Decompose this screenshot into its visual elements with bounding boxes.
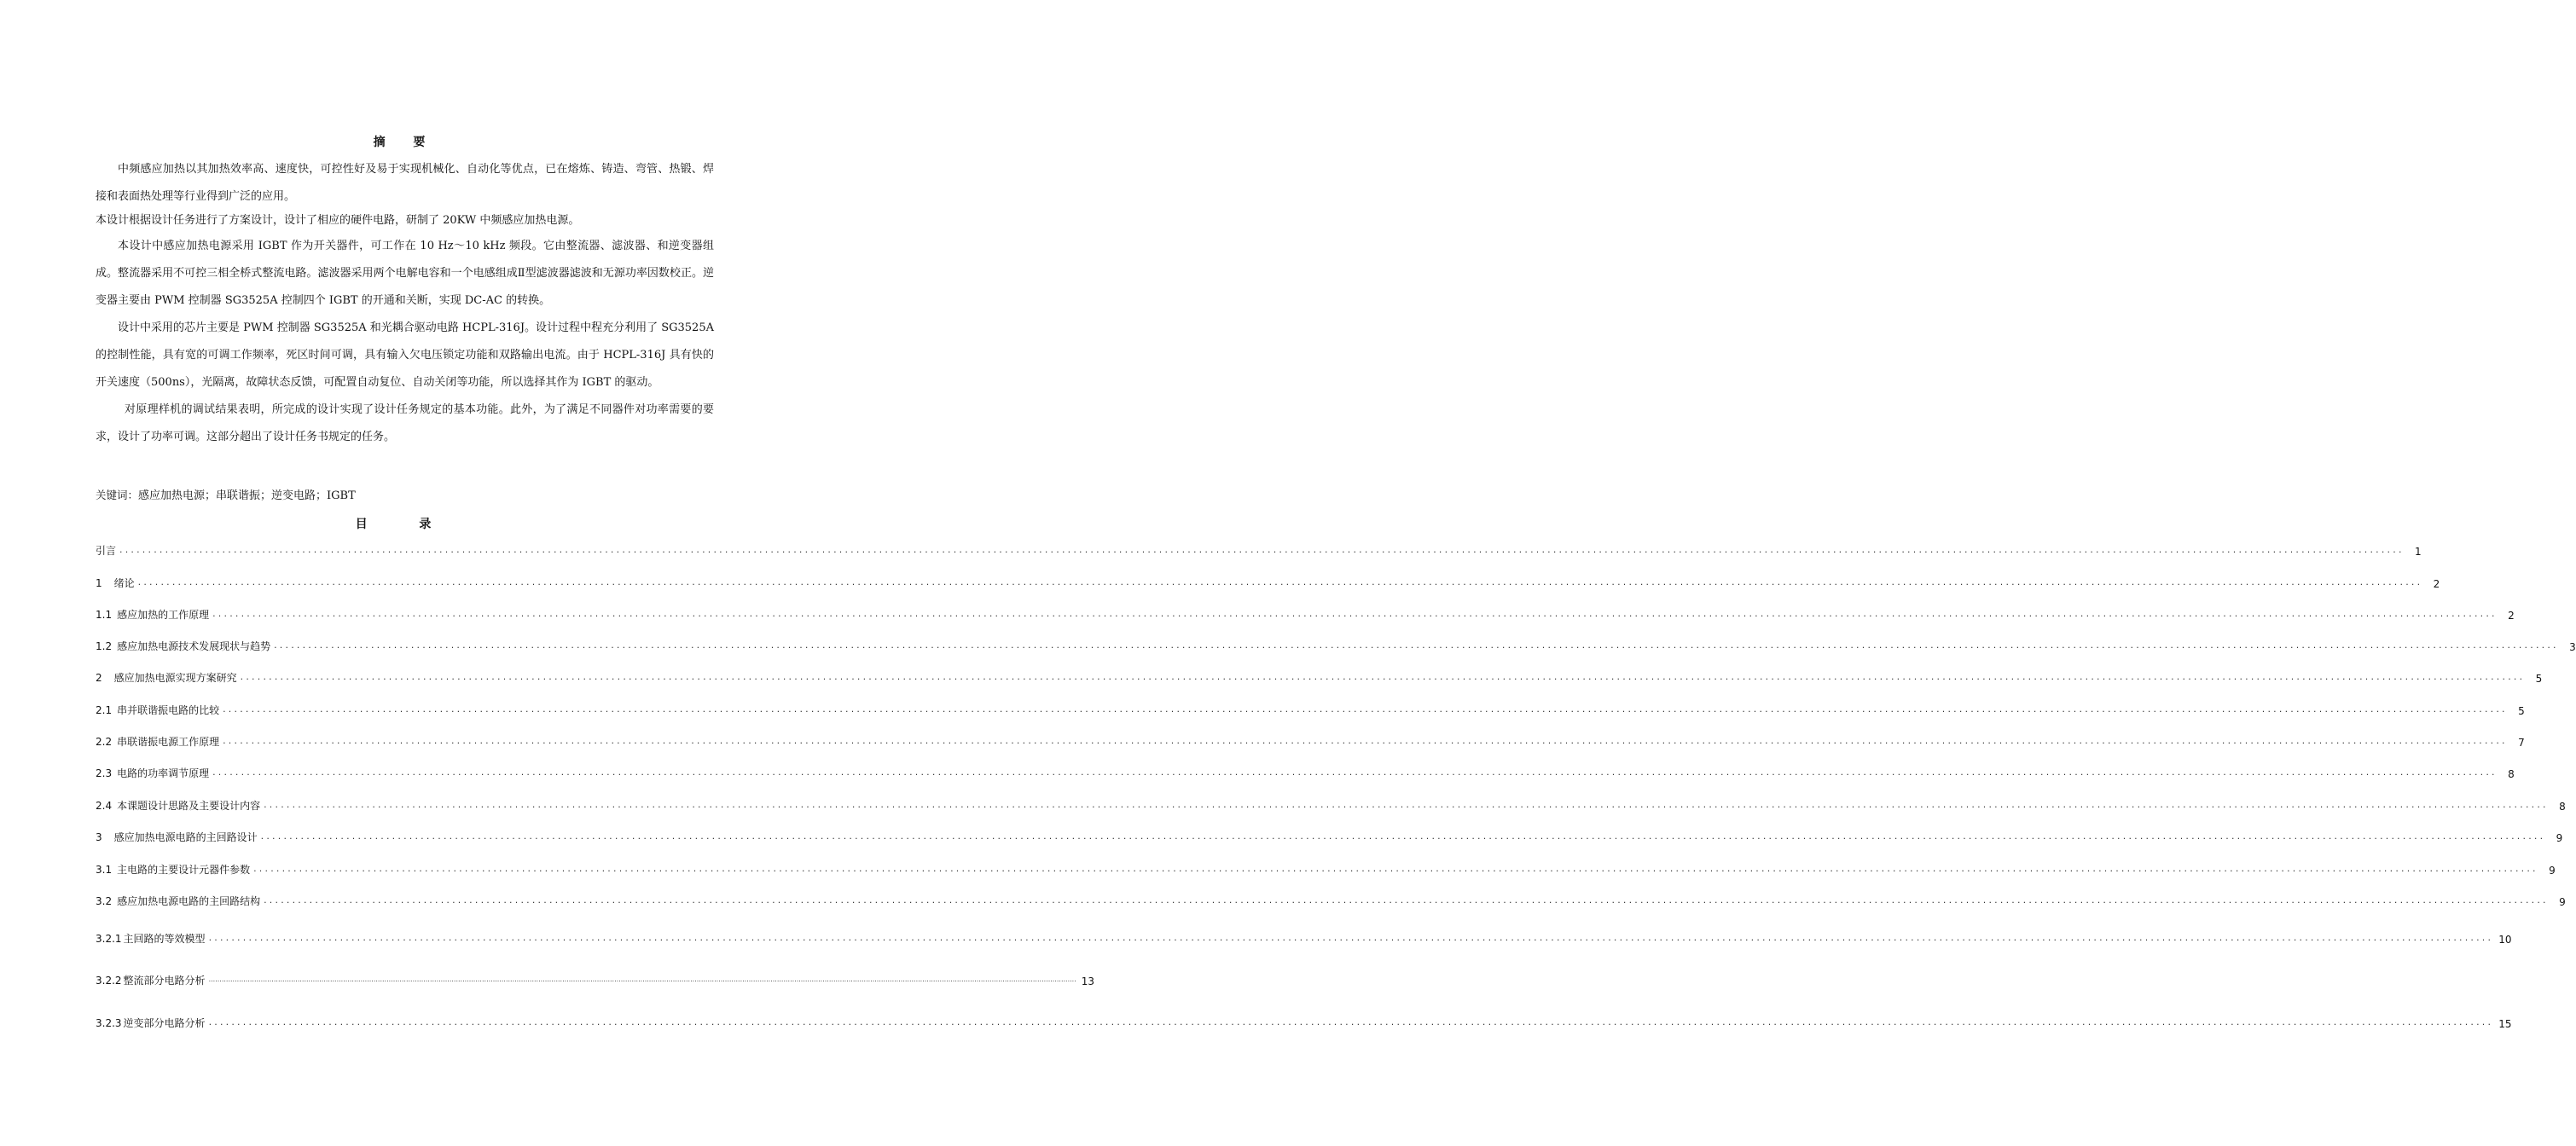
toc-entry-page: 2: [2433, 578, 2440, 590]
toc-entry-page: 5: [2535, 673, 2543, 685]
toc-entry[interactable]: [96, 603, 2515, 622]
abstract-title: 摘 要: [373, 136, 438, 149]
toc-entry[interactable]: [96, 889, 2566, 908]
toc-entry-number: 3.2.1: [96, 933, 122, 945]
toc-entry[interactable]: [96, 634, 2576, 653]
toc-leader-dots: ................................................................................................................................................................................................................................................................................................................................................................................................................: [212, 608, 2498, 619]
toc-entry-label: 主电路的主要设计元器件参数: [117, 864, 251, 876]
toc-entry-page: 8: [2508, 768, 2515, 780]
abstract-paragraph-4: 设计中采用的芯片主要是 PWM 控制器 SG3525A 和光耦合驱动电路 HCPL-316J。设计过程中程充分利用了 SG3525A 的控制性能，具有宽的可调工作频率，死区时间可调，具有输入欠电压锁定功能和双路输出电流。由于 HCPL-316J 具有快的开关速度（500ns），光隔离，故障状态反馈，可配置自动复位、自动关闭等功能，所以选择其作为 IGBT 的驱动。: [96, 321, 714, 389]
toc-entry-page: 9: [2559, 896, 2566, 908]
toc-entry-number: 1.1: [96, 609, 113, 621]
toc-title: 目 录: [355, 518, 455, 531]
toc-entry-number: 3.2.3: [96, 1017, 122, 1029]
toc-entry[interactable]: [96, 969, 1095, 987]
toc-entry-number: 2.4: [96, 800, 113, 812]
keywords-label: 关键词：: [96, 489, 139, 501]
toc-leader-dots: ................................................................................................................................................................................................................................................................................................................................................................................................................: [137, 576, 2423, 587]
toc-leader-dots: ................................................................................................................................................................................................................................................................................................................................................................................................................: [260, 831, 2546, 842]
toc-entry[interactable]: [96, 858, 2556, 877]
toc-entry-page: 15: [2498, 1018, 2512, 1030]
toc-leader-dots: ................................................................................................................................................................................................................................................................................................................................................................................................................: [223, 703, 2508, 715]
toc-entry-label: 逆变部分电路分析: [123, 1017, 206, 1029]
abstract-paragraph-1: 中频感应加热以其加热效率高、速度快，可控性好及易于实现机械化、自动化等优点，已在熔炼、铸造、弯管、热锻、焊接和表面热处理等行业得到广泛的应用。: [96, 163, 714, 203]
toc-entry[interactable]: [96, 927, 2512, 946]
toc-leader-dots: ................................................................................................................................................................................................................................................................................................................................................................................................................: [264, 894, 2549, 906]
toc-entry-title: [96, 830, 261, 844]
toc-entry-number: 3: [96, 831, 102, 843]
toc-entry-label: 整流部分电路分析: [123, 975, 206, 987]
toc-entry[interactable]: [96, 730, 2525, 749]
toc-entry-number: 2: [96, 672, 102, 684]
toc-entry-label: 串联谐振电源工作原理: [117, 736, 220, 748]
toc-entry-number: 3.2.2: [96, 975, 122, 987]
toc-entry-title: [96, 639, 274, 653]
toc-entry-title: [96, 894, 264, 908]
toc-leader-dots: ................................................................................................................................................................................................................................................................................................................................................................................................................: [208, 1016, 2494, 1027]
toc-entry-page: 8: [2559, 801, 2566, 813]
toc-entry-page: 9: [2556, 832, 2563, 844]
toc-entry-label: 串并联谐振电路的比较: [117, 704, 220, 716]
toc-entry[interactable]: [96, 571, 2440, 590]
toc-entry-page: 2: [2508, 610, 2515, 622]
toc-entry-title: [96, 1016, 209, 1030]
toc-entry-page: 13: [1081, 975, 1095, 987]
toc-entry-title: [96, 703, 223, 717]
toc-entry-title: [96, 798, 264, 813]
toc-entry-page: 1: [2415, 546, 2422, 558]
toc-leader-dots: ................................................................................................................................................................................................................................................................................................................................................................................................................: [274, 640, 2559, 651]
toc-entry-number: 1: [96, 577, 102, 589]
toc-entry-title: [96, 931, 209, 946]
toc-entry[interactable]: [96, 761, 2515, 780]
abstract-body: [96, 156, 714, 451]
toc-entry-label: 电路的功率调节原理: [117, 767, 210, 779]
toc-entry-title: [96, 576, 138, 590]
toc-entry-label: 感应加热电源电路的主回路结构: [117, 895, 261, 907]
keywords-text: 感应加热电源；串联谐振；逆变电路；IGBT: [138, 489, 356, 502]
toc-entry-number: 2.2: [96, 736, 113, 748]
toc-entry-title: [96, 973, 209, 987]
toc-leader-dots: ................................................................................................................................................................................................................................................................................................................................................................................................................: [240, 671, 2526, 682]
toc-entry-title: [96, 670, 241, 685]
toc-leader-dots: ................................................................................................................................................................................................................................................................................................................................................................................................................: [223, 735, 2508, 746]
toc-entry-page: 3: [2569, 641, 2576, 653]
toc-entry-number: 2.3: [96, 767, 113, 779]
toc-entry-number: 2.1: [96, 704, 113, 716]
toc-entry-label: 感应加热的工作原理: [117, 609, 210, 621]
abstract-paragraph-3: 本设计中感应加热电源采用 IGBT 作为开关器件，可工作在 10 Hz～10 kHz 频段。它由整流器、滤波器、和逆变器组成。整流器采用不可控三相全桥式整流电路。滤波器采用两个电解电容和一个电感组成Ⅱ型滤波器滤波和无源功率因数校正。逆变器主要由 PWM 控制器 SG3525A 控制四个 IGBT 的开通和关断，实现 DC-AC 的转换。: [96, 240, 714, 307]
toc-entry-title: [96, 862, 253, 877]
toc-entry-label: 感应加热电源技术发展现状与趋势: [117, 640, 271, 652]
toc-entry-label: 感应加热电源电路的主回路设计: [113, 831, 258, 843]
toc-entry-label: 引言: [96, 545, 117, 557]
toc-entry-page: 5: [2518, 705, 2525, 717]
toc-entry-title: [96, 543, 119, 558]
toc-entry-title: [96, 734, 223, 749]
toc-entry[interactable]: [96, 666, 2543, 685]
toc-leader-dots: ................................................................................................................................................................................................................................................................................................................................................................................................................: [119, 544, 2405, 555]
toc-leader-dots: ................................................................................................................................................................................................................................................................................................................................................................................................................: [264, 799, 2549, 810]
toc-entry-page: 10: [2498, 934, 2512, 946]
toc-entry-label: 本课题设计思路及主要设计内容: [117, 800, 261, 812]
toc-entry-label: 绪论: [113, 577, 135, 589]
keywords-line: [96, 484, 714, 507]
toc-entry-label: 感应加热电源实现方案研究: [113, 672, 237, 684]
toc-entry[interactable]: [96, 698, 2525, 717]
toc-entry-title: [96, 607, 212, 622]
toc-entry-number: 3.1: [96, 864, 113, 876]
toc-leader-dots: ................................................................................................................................................................................................................................................................................................................................................................................................................: [208, 932, 2494, 943]
toc-entry[interactable]: [96, 825, 2563, 844]
toc-leader-dots: ................................................................................................................................................................................................................................................................................................................................................................................................................: [253, 863, 2538, 874]
toc-entry[interactable]: [96, 539, 2422, 558]
toc-entry-title: [96, 766, 212, 780]
toc-entry[interactable]: [96, 1011, 2512, 1030]
toc-entry-page: 9: [2549, 865, 2556, 877]
toc-entry-number: 1.2: [96, 640, 113, 652]
abstract-paragraph-2: 本设计根据设计任务进行了方案设计，设计了相应的硬件电路，研制了 20KW 中频感应加热电源。: [96, 214, 580, 227]
toc-leader-dots: ................................................................................................................................................................................................................................................................................................................................................................................................................: [212, 767, 2498, 778]
toc-entry-number: 3.2: [96, 895, 113, 907]
toc-entry-page: 7: [2518, 737, 2525, 749]
abstract-paragraph-5: 对原理样机的调试结果表明，所完成的设计实现了设计任务规定的基本功能。此外，为了满足不同器件对功率需要的要求，设计了功率可调。这部分超出了设计任务书规定的任务。: [96, 403, 714, 443]
toc-leader-dots: ................................................................................................................................................................................................................................................................................................................................................................................................................: [208, 975, 1076, 983]
toc-entry-label: 主回路的等效模型: [123, 933, 206, 945]
toc-entry[interactable]: [96, 794, 2566, 813]
